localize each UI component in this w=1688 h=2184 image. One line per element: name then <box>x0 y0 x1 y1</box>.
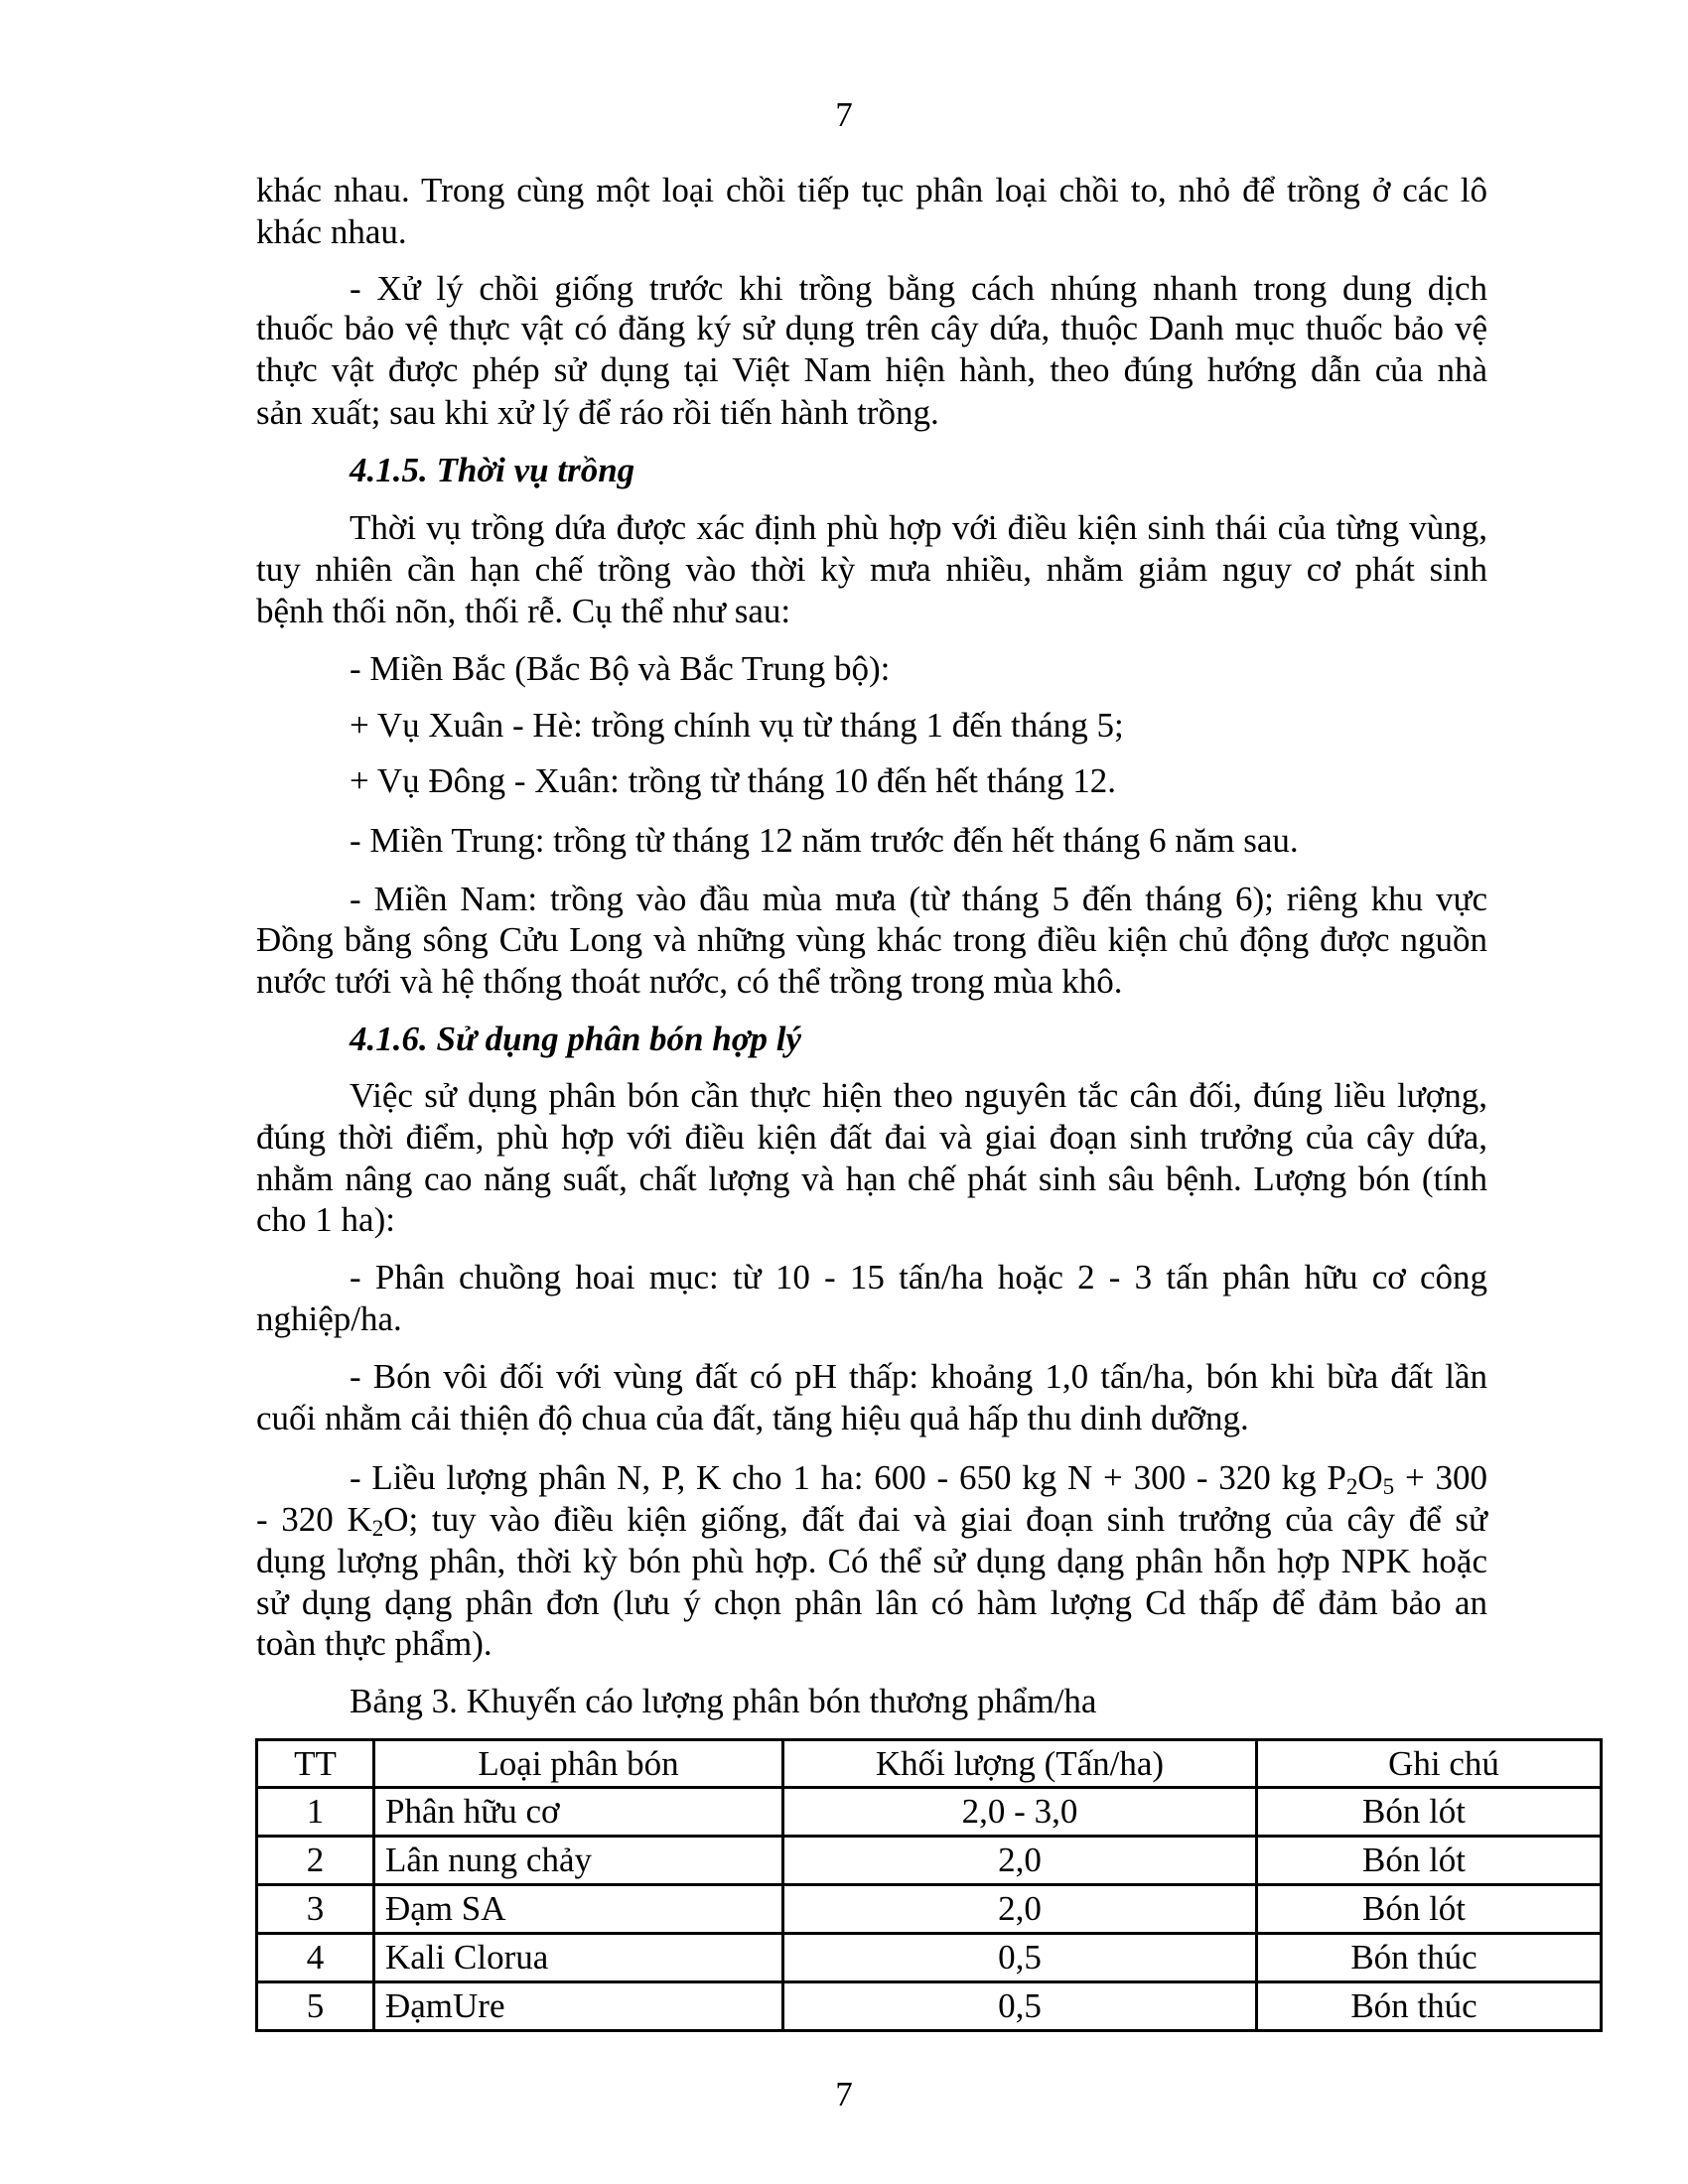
cell-amount: 2,0 - 3,0 <box>783 1788 1257 1837</box>
table-row <box>257 1982 1602 2031</box>
paragraph-line: dụng lượng phân, thời kỳ bón phù hợp. Có thể sử dụng dạng phân hỗn hợp NPK hoặc <box>256 1542 1487 1580</box>
paragraph-line: Thời vụ trồng dứa được xác định phù hợp với điều kiện sinh thái của từng vùng, <box>350 508 1487 547</box>
paragraph-line: thực vật được phép sử dụng tại Việt Nam hiện hành, theo đúng hướng dẫn của nhà <box>256 350 1487 389</box>
column-header-note: Ghi chú <box>1257 1740 1602 1788</box>
paragraph-line: cuối nhằm cải thiện độ chua của đất, tăng hiệu quả hấp thu dinh dưỡng. <box>256 1399 1249 1437</box>
list-item-mien-trung: - Miền Trung: trồng từ tháng 12 năm trước đến hết tháng 6 năm sau. <box>350 821 1299 860</box>
paragraph-line: sản xuất; sau khi xử lý để ráo rồi tiến hành trồng. <box>256 393 939 432</box>
cell-tt: 2 <box>257 1837 374 1885</box>
fertilizer-table <box>255 1738 1603 2032</box>
cell-note: Bón lót <box>1257 1788 1602 1837</box>
cell-note: Bón lót <box>1257 1837 1602 1885</box>
paragraph-line: khác nhau. <box>256 212 407 251</box>
cell-amount: 0,5 <box>783 1982 1257 2031</box>
paragraph-line: bệnh thối nõn, thối rễ. Cụ thể như sau: <box>256 592 791 630</box>
list-item-vu-dong-xuan: + Vụ Đông - Xuân: trồng từ tháng 10 đến hết tháng 12. <box>350 761 1116 800</box>
paragraph-line <box>256 1499 1487 1541</box>
paragraph-line: khác nhau. Trong cùng một loại chồi tiếp tục phân loại chồi to, nhỏ để trồng ở các lô <box>256 171 1487 209</box>
cell-tt: 5 <box>257 1982 374 2031</box>
column-header-tt: TT <box>257 1740 374 1788</box>
table-row <box>257 1934 1602 1982</box>
paragraph-line: nước tưới và hệ thống thoát nước, có thể trồng trong mùa khô. <box>256 962 1123 1001</box>
column-header-amount: Khối lượng (Tấn/ha) <box>783 1740 1257 1788</box>
paragraph-line: toàn thực phẩm). <box>256 1624 492 1663</box>
paragraph-line: Đồng bằng sông Cửu Long và những vùng khác trong điều kiện chủ động được nguồn <box>256 920 1487 959</box>
paragraph-line: tuy nhiên cần hạn chế trồng vào thời kỳ mưa nhiều, nhằm giảm nguy cơ phát sinh <box>256 550 1487 589</box>
text-run: + 300 <box>1394 1458 1487 1497</box>
paragraph-line: thuốc bảo vệ thực vật có đăng ký sử dụng trên cây dứa, thuộc Danh mục thuốc bảo vệ <box>256 309 1487 347</box>
list-item-mien-nam: - Miền Nam: trồng vào đầu mùa mưa (từ tháng 5 đến tháng 6); riêng khu vực <box>350 880 1487 918</box>
cell-fertilizer-type: ĐạmUre <box>374 1982 783 2031</box>
column-header-fertilizer-type: Loại phân bón <box>374 1740 783 1788</box>
table-row <box>257 1788 1602 1837</box>
paragraph-line: nhằm nâng cao năng suất, chất lượng và hạn chế phát sinh sâu bệnh. Lượng bón (tính <box>256 1160 1487 1198</box>
section-heading-4-1-5: 4.1.5. Thời vụ trồng <box>350 451 635 489</box>
cell-fertilizer-type: Lân nung chảy <box>374 1837 783 1885</box>
cell-fertilizer-type: Phân hữu cơ <box>374 1788 783 1837</box>
section-heading-4-1-6: 4.1.6. Sử dụng phân bón hợp lý <box>350 1020 802 1058</box>
paragraph-line: cho 1 ha): <box>256 1200 395 1239</box>
subscript: 2 <box>371 1515 384 1542</box>
cell-note: Bón lót <box>1257 1885 1602 1934</box>
page-number-top: 7 <box>835 95 853 134</box>
list-item-phan-chuong: - Phân chuồng hoai mục: từ 10 - 15 tấn/ha hoặc 2 - 3 tấn phân hữu cơ công <box>350 1258 1487 1297</box>
text-run: O <box>1357 1458 1383 1497</box>
table-header-row <box>257 1740 1602 1788</box>
page-number-bottom: 7 <box>835 2075 853 2114</box>
paragraph-line: - Xử lý chồi giống trước khi trồng bằng cách nhúng nhanh trong dung dịch <box>350 269 1487 308</box>
table-row <box>257 1837 1602 1885</box>
paragraph-line: Việc sử dụng phân bón cần thực hiện theo nguyên tắc cân đối, đúng liều lượng, <box>350 1076 1487 1115</box>
cell-tt: 3 <box>257 1885 374 1934</box>
text-run: - Liều lượng phân N, P, K cho 1 ha: 600 - 650 kg N + 300 - 320 kg P <box>350 1458 1346 1497</box>
list-item-vu-xuan-he: + Vụ Xuân - Hè: trồng chính vụ từ tháng 1 đến tháng 5; <box>350 706 1124 745</box>
cell-note: Bón thúc <box>1257 1982 1602 2031</box>
cell-amount: 0,5 <box>783 1934 1257 1982</box>
cell-note: Bón thúc <box>1257 1934 1602 1982</box>
table-row <box>257 1885 1602 1934</box>
text-run: - 320 K <box>256 1500 372 1539</box>
cell-fertilizer-type: Đạm SA <box>374 1885 783 1934</box>
text-run: O; tuy vào điều kiện giống, đất đai và giai đoạn sinh trưởng của cây để sử <box>383 1500 1487 1539</box>
cell-fertilizer-type: Kali Clorua <box>374 1934 783 1982</box>
cell-tt: 1 <box>257 1788 374 1837</box>
list-item-mien-bac: - Miền Bắc (Bắc Bộ và Bắc Trung bộ): <box>350 649 891 688</box>
paragraph-line: sử dụng dạng phân đơn (lưu ý chọn phân lân có hàm lượng Cd thấp để đảm bảo an <box>256 1583 1487 1622</box>
subscript: 2 <box>1345 1473 1358 1500</box>
paragraph-line: đúng thời điểm, phù hợp với điều kiện đất đai và giai đoạn sinh trưởng của cây dứa, <box>256 1118 1487 1157</box>
list-item-npk-dosage <box>350 1457 1487 1499</box>
cell-tt: 4 <box>257 1934 374 1982</box>
cell-amount: 2,0 <box>783 1837 1257 1885</box>
cell-amount: 2,0 <box>783 1885 1257 1934</box>
paragraph-line: nghiệp/ha. <box>256 1299 402 1338</box>
subscript: 5 <box>1382 1473 1395 1500</box>
table-caption: Bảng 3. Khuyến cáo lượng phân bón thương phẩm/ha <box>350 1682 1097 1720</box>
list-item-bon-voi: - Bón vôi đối với vùng đất có pH thấp: khoảng 1,0 tấn/ha, bón khi bừa đất lần <box>350 1357 1487 1396</box>
